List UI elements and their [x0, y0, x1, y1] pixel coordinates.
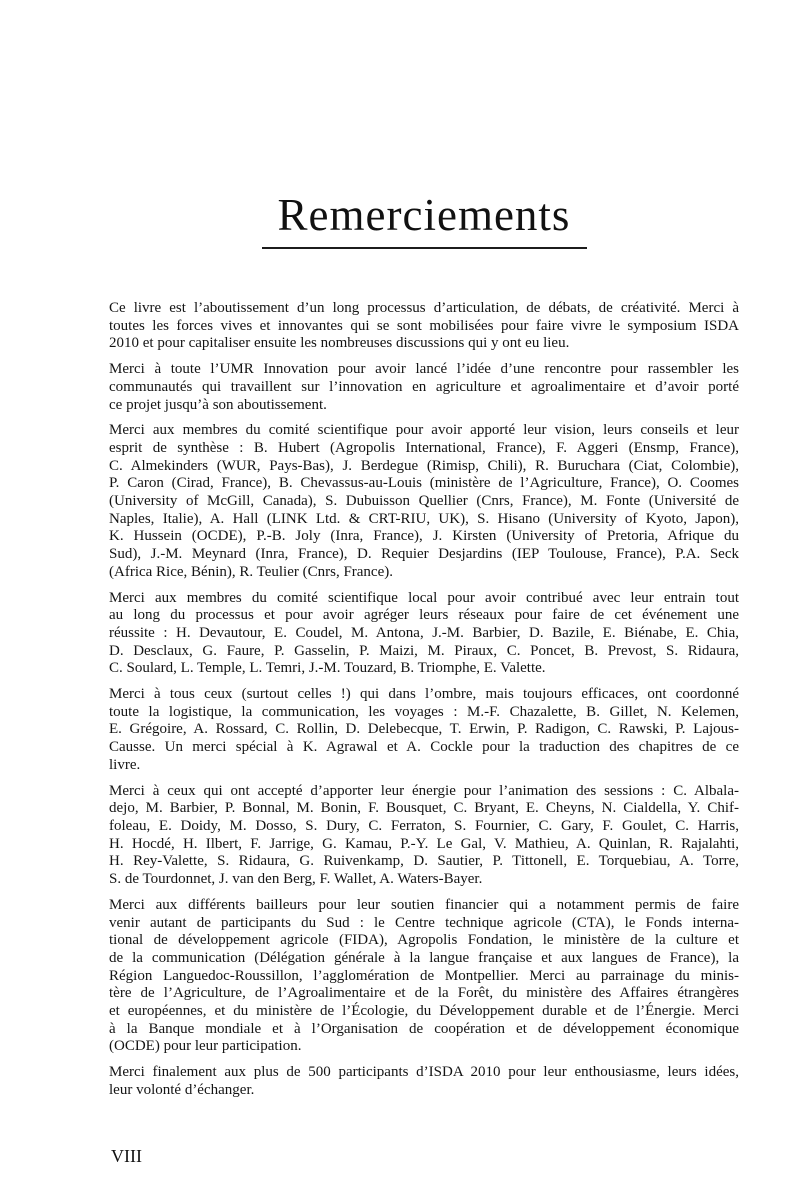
- text-line: H. Hocdé, H. Ilbert, F. Jarrige, G. Kamau, P.-Y. Le Gal, V. Mathieu, A. Quinlan, R. Rajalahti,: [109, 835, 739, 852]
- text-line: toutes les forces vives et innovantes qui se sont mobilisées pour faire vivre le symposium ISDA: [109, 317, 739, 334]
- text-line: Ce livre est l’aboutissement d’un long processus d’articulation, de débats, de créativité. Merci à: [109, 300, 739, 316]
- paragraph: [109, 686, 739, 775]
- text-line: D. Desclaux, G. Faure, P. Gasselin, P. Maizi, M. Piraux, C. Poncet, B. Prevost, S. Ridaura,: [109, 642, 739, 659]
- text-line: (University of McGill, Canada), S. Dubuisson Quellier (Cnrs, France), M. Fonte (Université de: [109, 493, 739, 510]
- text-line: tère de l’Agriculture, de l’Agroalimentaire et de la Forêt, du ministère des Affaires étrangères: [109, 985, 739, 1002]
- text-line: P. Caron (Cirad, France), B. Chevassus-au-Louis (ministère de l’Agriculture, France), O. Coomes: [109, 475, 739, 492]
- paragraph: [109, 361, 739, 414]
- text-line: et européennes, et du ministère de l’Écologie, du Développement durable et de l’Énergie. Merci: [109, 1003, 739, 1020]
- text-line: Sud), J.-M. Meynard (Inra, France), D. Requier Desjardins (IEP Toulouse, France), P.A. Seck: [109, 546, 739, 563]
- text-line: leur volonté d’échanger.: [109, 1081, 255, 1098]
- page-number: VIII: [111, 1146, 142, 1166]
- text-line: esprit de synthèse : B. Hubert (Agropolis International, France), F. Aggeri (Ensmp, France),: [109, 439, 739, 456]
- text-line: communautés qui travaillent sur l’innovation en agriculture et agroalimentaire et d’avoir porté: [109, 378, 739, 395]
- paragraph: [109, 590, 739, 679]
- text-line: venir autant de participants du Sud : le Centre technique agricole (CTA), le Fonds interna-: [109, 914, 739, 931]
- text-line: 2010 et pour capitaliser ensuite les nombreuses discussions qui y ont eu lieu.: [109, 335, 570, 352]
- paragraph: [109, 783, 739, 889]
- text-line: Merci aux différents bailleurs pour leur soutien financier qui a notamment permis de faire: [109, 896, 739, 913]
- page-title: Remerciements: [277, 190, 571, 240]
- text-line: Région Languedoc-Roussillon, l’agglomération de Montpellier. Merci au parrainage du minis-: [109, 967, 739, 984]
- paragraph: [109, 1064, 739, 1099]
- text-line: à la Banque mondiale et à l’Organisation de coopération et de développement économique: [109, 1020, 739, 1037]
- text-line: K. Hussein (OCDE), P.-B. Joly (Inra, France), J. Kirsten (University of Pretoria, Afrique du: [109, 528, 739, 545]
- text-line: Merci finalement aux plus de 500 participants d’ISDA 2010 pour leur enthousiasme, leurs idées,: [109, 1064, 739, 1081]
- paragraph: [109, 897, 739, 1056]
- text-line: foleau, E. Doidy, M. Dosso, S. Dury, C. Ferraton, S. Fournier, C. Gary, F. Goulet, C. Harris,: [109, 817, 739, 834]
- text-line: H. Rey-Valette, S. Ridaura, G. Ruivenkamp, D. Sautier, P. Tittonell, E. Torquebiau, A. Torre,: [109, 853, 739, 870]
- text-line: C. Soulard, L. Temple, L. Temri, J.-M. Touzard, B. Triomphe, E. Valette.: [109, 660, 546, 677]
- paragraphs: [109, 300, 739, 1108]
- text-line: Merci aux membres du comité scientifique local pour avoir contribué avec leur entrain tout: [109, 589, 739, 606]
- text-line: Causse. Un merci spécial à K. Agrawal et A. Cockle pour la traduction des chapitres de ce: [109, 739, 739, 756]
- text-line: E. Grégoire, A. Rossard, C. Rollin, D. Delebecque, T. Erwin, P. Radigon, C. Rawski, P. Lajous-: [109, 721, 739, 738]
- paragraph: [109, 300, 739, 353]
- paragraph: [109, 422, 739, 581]
- text-line: au long du processus et pour avoir agréger leurs réseaux pour faire de cet événement une: [109, 607, 739, 624]
- text-line: toute la logistique, la communication, les voyages : M.-F. Chazalette, B. Gillet, N. Kelemen,: [109, 703, 739, 720]
- text-line: Merci à toute l’UMR Innovation pour avoir lancé l’idée d’une rencontre pour rassembler les: [109, 361, 739, 378]
- text-line: S. de Tourdonnet, J. van den Berg, F. Wallet, A. Waters-Bayer.: [109, 871, 483, 888]
- text-line: Merci à ceux qui ont accepté d’apporter leur énergie pour l’animation des sessions : C. Albala-: [109, 782, 739, 799]
- text-line: dejo, M. Barbier, P. Bonnal, M. Bonin, F. Bousquet, C. Bryant, E. Cheyns, N. Cialdella, Y. Chif-: [109, 800, 739, 817]
- text-line: tional de développement agricole (FIDA), Agropolis Fondation, le ministère de la culture et: [109, 932, 739, 949]
- text-line: ce projet jusqu’à son aboutissement.: [109, 396, 327, 413]
- text-line: Naples, Italie), A. Hall (LINK Ltd. & CRT-RIU, UK), S. Hisano (University of Kyoto, Japon),: [109, 510, 739, 527]
- title-block: [109, 190, 739, 249]
- title-underline: [262, 247, 587, 249]
- text-line: livre.: [109, 756, 141, 773]
- text-line: réussite : H. Devautour, E. Coudel, M. Antona, J.-M. Barbier, D. Bazile, E. Biénabe, E. Chia,: [109, 624, 739, 641]
- text-line: de la communication (Délégation générale à la langue française et aux langues de France), la: [109, 949, 739, 966]
- text-line: C. Almekinders (WUR, Pays-Bas), J. Berdegue (Rimisp, Chili), R. Buruchara (Ciat, Colombie),: [109, 457, 739, 474]
- text-line: (Africa Rice, Bénin), R. Teulier (Cnrs, France).: [109, 563, 393, 580]
- text-line: (OCDE) pour leur participation.: [109, 1038, 302, 1055]
- text-line: Merci aux membres du comité scientifique pour avoir apporté leur vision, leurs conseils et leur: [109, 422, 739, 439]
- text-line: Merci à tous ceux (surtout celles !) qui dans l’ombre, mais toujours efficaces, ont coordonné: [109, 686, 739, 703]
